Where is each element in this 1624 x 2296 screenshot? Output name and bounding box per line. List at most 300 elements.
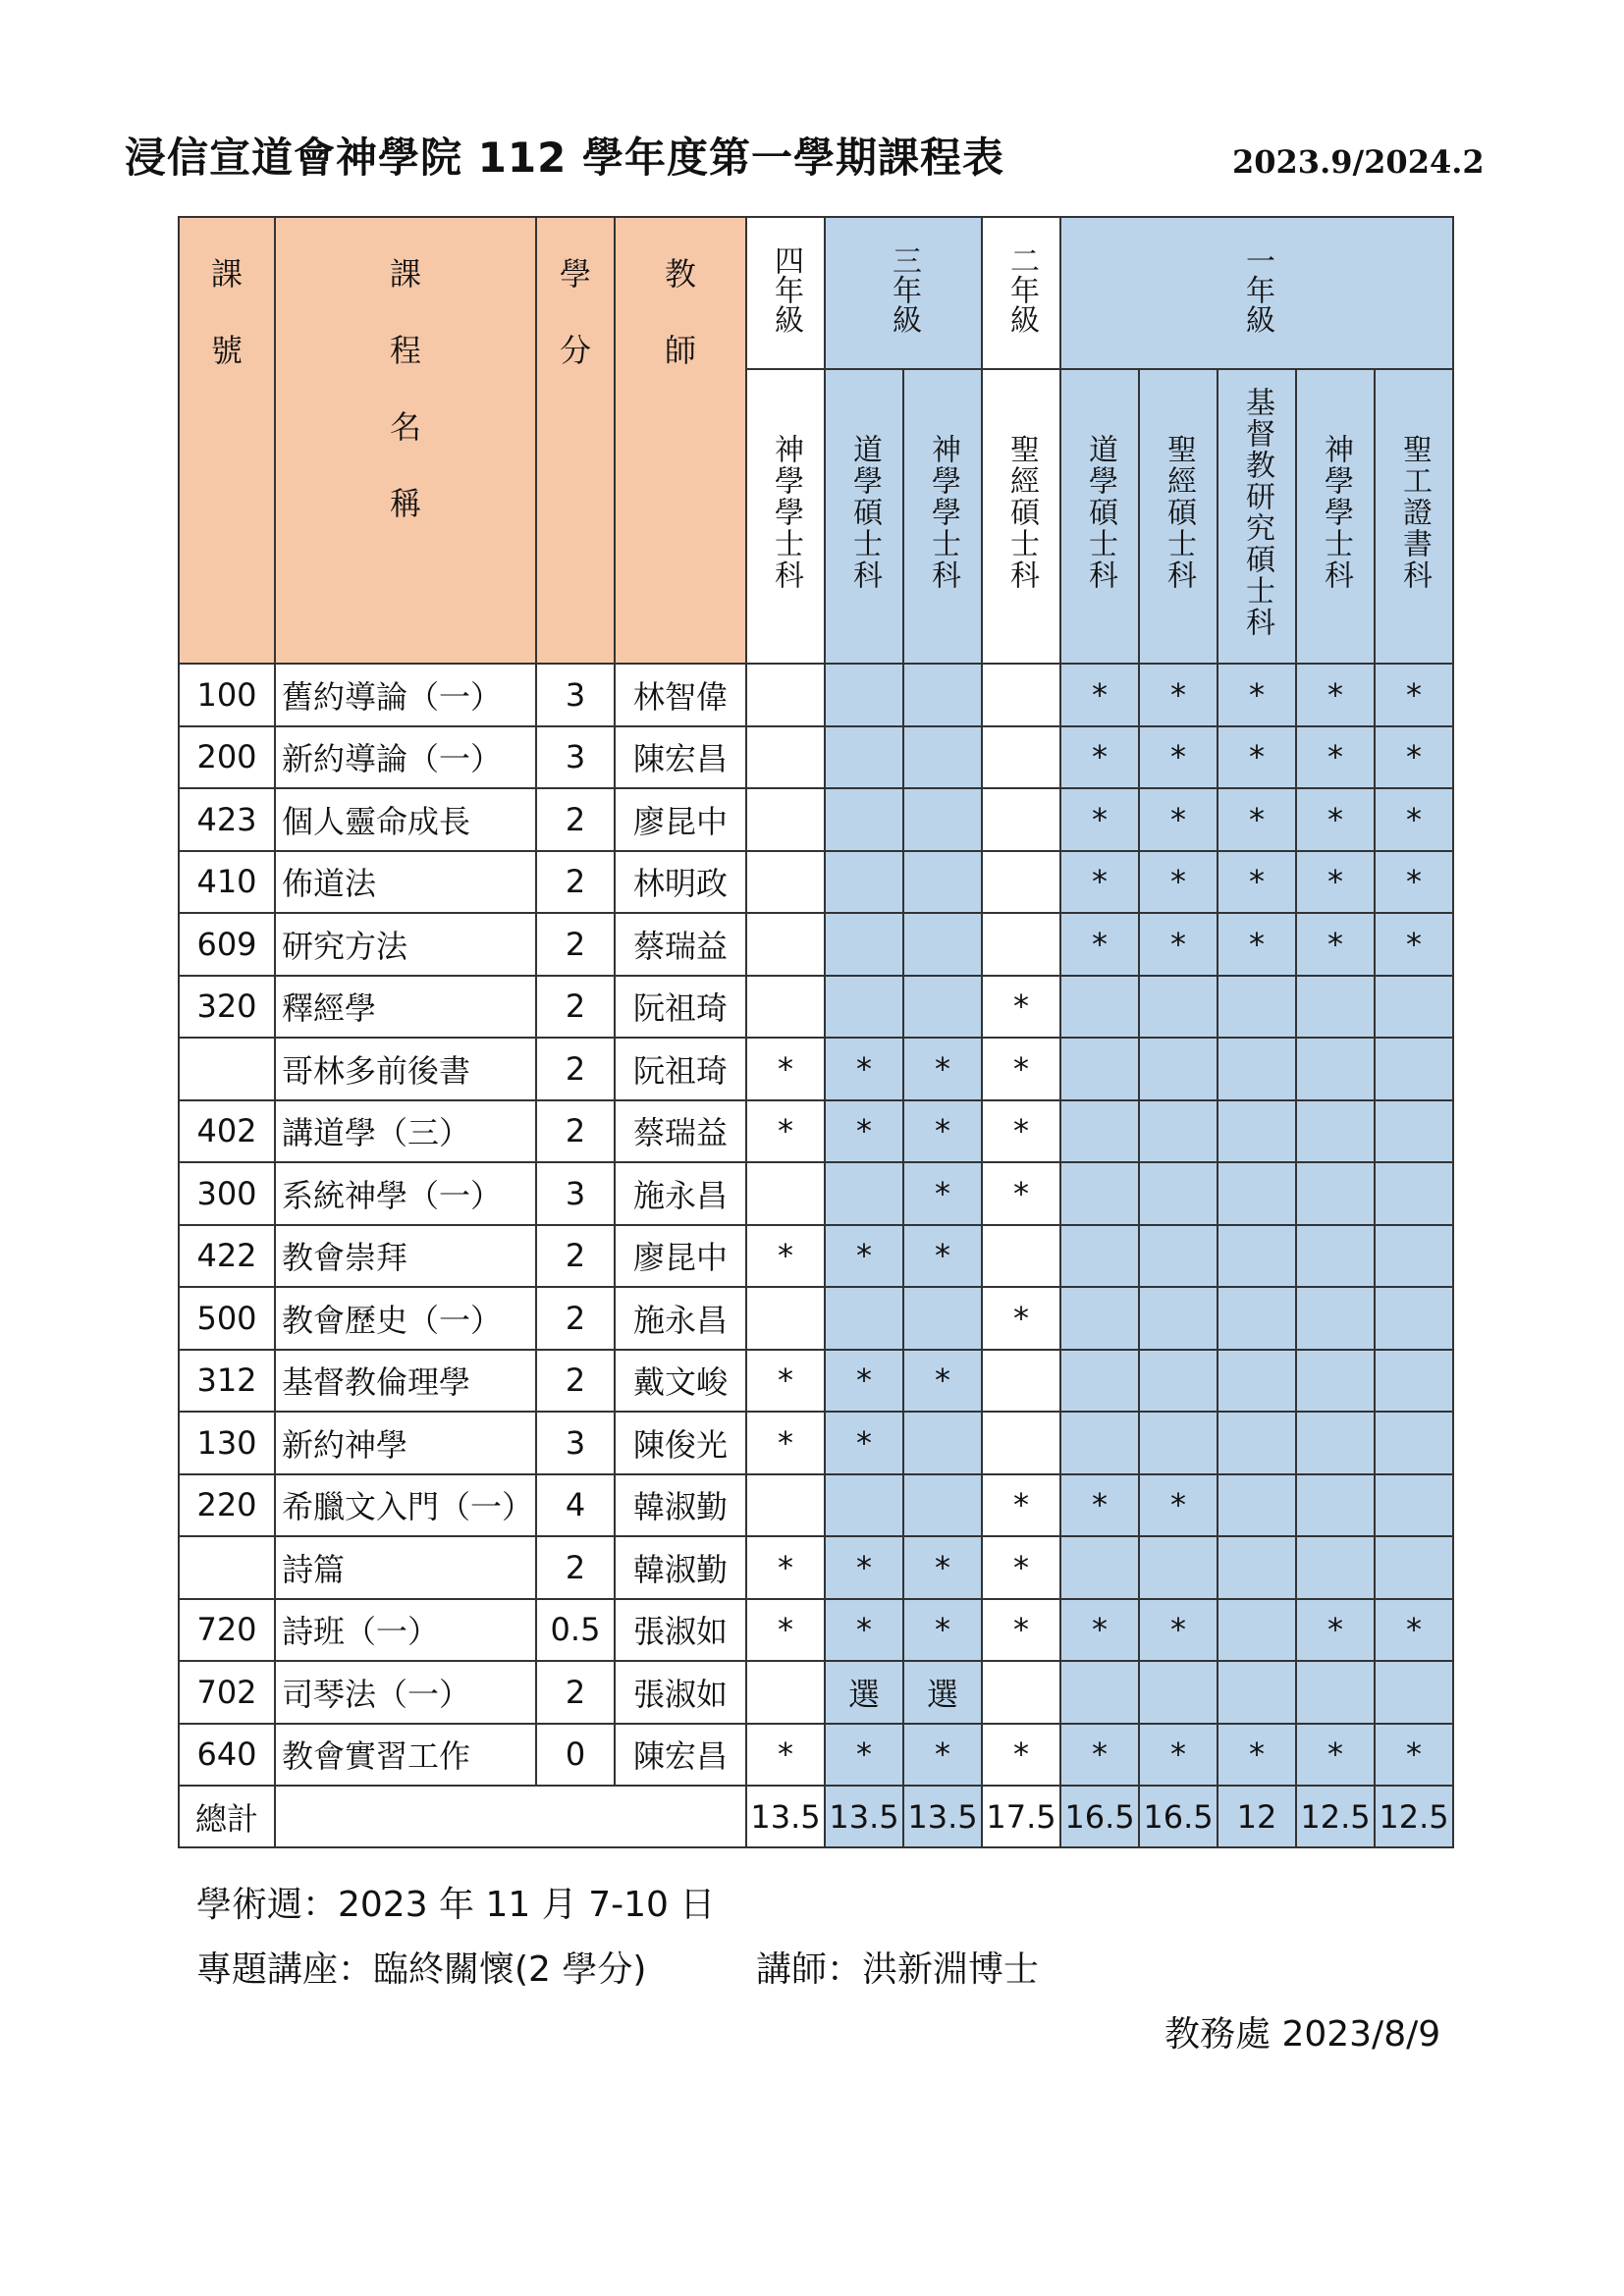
program-mark: [825, 851, 903, 914]
program-label: 神學學士科: [769, 434, 803, 591]
course-row: [179, 726, 1453, 789]
header-credits: [536, 217, 615, 664]
course-name: 教會實習工作: [275, 1724, 536, 1787]
course-name: 釋經學: [275, 976, 536, 1039]
program-mark: [903, 788, 982, 851]
program-mark: *: [1218, 726, 1296, 789]
program-mark: [1296, 1350, 1375, 1413]
course-teacher: 施永昌: [615, 1162, 746, 1225]
course-name: 基督教倫理學: [275, 1350, 536, 1413]
program-mark: *: [903, 1100, 982, 1163]
program-mark: *: [746, 1225, 825, 1288]
header-course-name-char: 稱: [389, 485, 421, 522]
course-credits: 2: [536, 913, 615, 976]
course-teacher: 韓淑勤: [615, 1474, 746, 1537]
program-mark: *: [1060, 664, 1139, 726]
program-mark: [1060, 1661, 1139, 1724]
program-mark: [1375, 1162, 1453, 1225]
program-mark: [982, 726, 1060, 789]
course-teacher: 戴文峻: [615, 1350, 746, 1413]
program-mark: *: [1139, 1724, 1218, 1787]
course-teacher: 廖昆中: [615, 788, 746, 851]
course-credits: 2: [536, 1287, 615, 1350]
program-mark: [982, 1225, 1060, 1288]
program-mark: *: [1375, 913, 1453, 976]
course-credits: 2: [536, 1100, 615, 1163]
course-credits: 2: [536, 976, 615, 1039]
program-mark: [1375, 1100, 1453, 1163]
program-mark: [1139, 1162, 1218, 1225]
header-credits-char: 學: [559, 255, 591, 293]
academic-week-note: 學術週：2023 年 11 月 7-10 日: [196, 1885, 716, 1925]
program-mark: [903, 1474, 982, 1537]
program-mark: [1139, 1536, 1218, 1599]
header-course-no: [179, 217, 275, 664]
program-mark: [1218, 1162, 1296, 1225]
header-course-name-char: 程: [389, 332, 421, 369]
program-mark: [1375, 1038, 1453, 1100]
program-mark: *: [982, 1474, 1060, 1537]
course-name: 新約導論（一）: [275, 726, 536, 789]
program-mark: [982, 1661, 1060, 1724]
program-mark: [1218, 1412, 1296, 1474]
program-mark: [1060, 976, 1139, 1039]
totals-label: 總計: [179, 1786, 275, 1847]
program-mark: [1296, 1661, 1375, 1724]
course-code: 500: [179, 1287, 275, 1350]
program-mark: *: [1060, 913, 1139, 976]
program-mark: *: [746, 1724, 825, 1787]
program-mark: [982, 1412, 1060, 1474]
program-mark: *: [1375, 851, 1453, 914]
program-mark: *: [982, 1038, 1060, 1100]
program-mark: *: [746, 1100, 825, 1163]
program-mark: [825, 1474, 903, 1537]
program-mark: *: [1139, 664, 1218, 726]
course-row: [179, 788, 1453, 851]
course-credits: 2: [536, 788, 615, 851]
total-value: 12.5: [1375, 1786, 1453, 1847]
program-label: 聖工證書科: [1397, 434, 1432, 591]
program-mark: [1218, 1536, 1296, 1599]
total-value: 16.5: [1060, 1786, 1139, 1847]
course-code: 609: [179, 913, 275, 976]
course-teacher: 林智偉: [615, 664, 746, 726]
program-mark: [825, 1162, 903, 1225]
program-mark: *: [1218, 1724, 1296, 1787]
course-teacher: 蔡瑞益: [615, 913, 746, 976]
course-teacher: 張淑如: [615, 1661, 746, 1724]
program-mark: [903, 913, 982, 976]
course-teacher: 廖昆中: [615, 1225, 746, 1288]
program-mark: [1296, 1412, 1375, 1474]
program-mark: [1375, 976, 1453, 1039]
total-value: 13.5: [903, 1786, 982, 1847]
course-row: [179, 976, 1453, 1039]
program-mark: *: [1060, 1474, 1139, 1537]
program-mark: *: [1060, 1599, 1139, 1662]
program-mark: *: [1060, 788, 1139, 851]
program-mark: [1139, 976, 1218, 1039]
course-row: [179, 1599, 1453, 1662]
program-mark: [1375, 1350, 1453, 1413]
program-mark: [1375, 1661, 1453, 1724]
program-mark: *: [982, 1162, 1060, 1225]
program-mark: [1218, 1350, 1296, 1413]
course-credits: 2: [536, 1038, 615, 1100]
course-row: [179, 1661, 1453, 1724]
program-mark: *: [1375, 1599, 1453, 1662]
header-teacher: [615, 217, 746, 664]
course-name: 新約神學: [275, 1412, 536, 1474]
program-mark: *: [746, 1599, 825, 1662]
program-mark: *: [982, 1724, 1060, 1787]
program-mark: [1060, 1038, 1139, 1100]
course-teacher: 陳俊光: [615, 1412, 746, 1474]
course-code: [179, 1038, 275, 1100]
program-mark: [903, 664, 982, 726]
program-mark: *: [1375, 726, 1453, 789]
program-mark: *: [1375, 1724, 1453, 1787]
course-code: 320: [179, 976, 275, 1039]
header-course-name-char: 名: [389, 408, 421, 446]
course-credits: 2: [536, 1350, 615, 1413]
course-code: 410: [179, 851, 275, 914]
course-code: 422: [179, 1225, 275, 1288]
program-mark: [746, 851, 825, 914]
program-mark: *: [1296, 1724, 1375, 1787]
program-mark: [1139, 1287, 1218, 1350]
program-header: [1218, 369, 1296, 664]
course-code: 200: [179, 726, 275, 789]
program-mark: [746, 726, 825, 789]
program-mark: *: [746, 1038, 825, 1100]
program-mark: [746, 1661, 825, 1724]
total-value: 13.5: [746, 1786, 825, 1847]
course-name: 哥林多前後書: [275, 1038, 536, 1100]
program-mark: *: [1218, 788, 1296, 851]
program-mark: [1139, 1412, 1218, 1474]
program-mark: [1060, 1100, 1139, 1163]
program-mark: [1060, 1412, 1139, 1474]
program-mark: [746, 976, 825, 1039]
course-teacher: 張淑如: [615, 1599, 746, 1662]
course-teacher: 阮祖琦: [615, 1038, 746, 1100]
program-mark: [746, 664, 825, 726]
program-mark: [903, 851, 982, 914]
program-mark: *: [746, 1350, 825, 1413]
course-row: [179, 1474, 1453, 1537]
program-label: 聖經碩士科: [1004, 434, 1039, 591]
program-mark: [1218, 1100, 1296, 1163]
program-mark: [903, 726, 982, 789]
program-header: [1139, 369, 1218, 664]
program-mark: [1375, 1474, 1453, 1537]
header-course-no-char: 號: [210, 332, 243, 369]
program-mark: *: [1139, 851, 1218, 914]
lecturer-note: 講師：洪新淵博士: [756, 1949, 1040, 1990]
program-label: 聖經碩士科: [1162, 434, 1196, 591]
program-mark: *: [825, 1536, 903, 1599]
program-mark: [1139, 1661, 1218, 1724]
grade-label: 一年級: [1240, 244, 1274, 334]
course-teacher: 韓淑勤: [615, 1536, 746, 1599]
program-mark: [1060, 1350, 1139, 1413]
program-mark: *: [1218, 664, 1296, 726]
program-mark: *: [1139, 788, 1218, 851]
program-mark: *: [1296, 1599, 1375, 1662]
course-name: 個人靈命成長: [275, 788, 536, 851]
program-mark: [1218, 1287, 1296, 1350]
program-mark: [1060, 1162, 1139, 1225]
program-mark: [746, 1474, 825, 1537]
course-name: 舊約導論（一）: [275, 664, 536, 726]
course-code: 220: [179, 1474, 275, 1537]
program-mark: *: [982, 1536, 1060, 1599]
program-mark: *: [982, 1599, 1060, 1662]
program-mark: [982, 913, 1060, 976]
course-row: [179, 1038, 1453, 1100]
program-mark: *: [825, 1100, 903, 1163]
program-mark: *: [825, 1225, 903, 1288]
program-mark: [1296, 1100, 1375, 1163]
course-row: [179, 1724, 1453, 1787]
program-mark: *: [1139, 913, 1218, 976]
program-mark: [1296, 1474, 1375, 1537]
program-mark: *: [1218, 851, 1296, 914]
program-mark: *: [1139, 1474, 1218, 1537]
course-credits: 2: [536, 851, 615, 914]
program-mark: [1296, 1162, 1375, 1225]
course-row: [179, 913, 1453, 976]
program-mark: *: [746, 1536, 825, 1599]
program-mark: [903, 976, 982, 1039]
program-mark: *: [903, 1225, 982, 1288]
program-mark: 選: [903, 1661, 982, 1724]
program-mark: [1218, 1661, 1296, 1724]
grade-header-4: [746, 217, 825, 369]
header-course-no-char: 課: [210, 255, 243, 293]
program-mark: 選: [825, 1661, 903, 1724]
page-title: 浸信宣道會神學院 112 學年度第一學期課程表: [125, 133, 1004, 182]
program-mark: [1375, 1287, 1453, 1350]
course-code: 640: [179, 1724, 275, 1787]
program-mark: *: [1296, 664, 1375, 726]
program-header: [1296, 369, 1375, 664]
course-row: [179, 1162, 1453, 1225]
course-name: 司琴法（一）: [275, 1661, 536, 1724]
course-credits: 2: [536, 1661, 615, 1724]
course-code: 423: [179, 788, 275, 851]
header-course-name-char: 課: [389, 255, 421, 293]
program-mark: *: [1296, 726, 1375, 789]
program-mark: *: [825, 1724, 903, 1787]
program-mark: [825, 976, 903, 1039]
course-name: 研究方法: [275, 913, 536, 976]
course-row: [179, 1287, 1453, 1350]
course-code: 720: [179, 1599, 275, 1662]
program-mark: *: [982, 976, 1060, 1039]
course-code: 702: [179, 1661, 275, 1724]
total-value: 16.5: [1139, 1786, 1218, 1847]
course-teacher: 林明政: [615, 851, 746, 914]
program-label: 神學學士科: [926, 434, 960, 591]
date-range: 2023.9/2024.2: [1232, 143, 1485, 181]
program-mark: [1375, 1225, 1453, 1288]
course-row: [179, 1536, 1453, 1599]
program-header: [746, 369, 825, 664]
program-mark: *: [1060, 1724, 1139, 1787]
program-header: [903, 369, 982, 664]
program-mark: [746, 913, 825, 976]
office-date: 教務處 2023/8/9: [1164, 2014, 1441, 2055]
course-code: 300: [179, 1162, 275, 1225]
course-name: 教會歷史（一）: [275, 1287, 536, 1350]
course-name: 希臘文入門（一）: [275, 1474, 536, 1537]
program-mark: [1060, 1225, 1139, 1288]
program-mark: [982, 788, 1060, 851]
header-credits-char: 分: [559, 332, 591, 369]
grade-label: 三年級: [887, 244, 921, 334]
program-mark: [1218, 1225, 1296, 1288]
program-mark: *: [1139, 1599, 1218, 1662]
course-credits: 0.5: [536, 1599, 615, 1662]
program-header: [825, 369, 903, 664]
course-credits: 3: [536, 664, 615, 726]
course-row: [179, 1412, 1453, 1474]
course-row: [179, 851, 1453, 914]
course-schedule-table: [178, 216, 1454, 1848]
program-mark: [825, 664, 903, 726]
course-name: 詩篇: [275, 1536, 536, 1599]
program-label: 基督教研究碩士科: [1240, 387, 1274, 638]
program-mark: [825, 726, 903, 789]
program-mark: *: [1218, 913, 1296, 976]
grade-label: 二年級: [1004, 244, 1039, 334]
total-value: 12.5: [1296, 1786, 1375, 1847]
program-mark: [1139, 1100, 1218, 1163]
course-teacher: 陳宏昌: [615, 1724, 746, 1787]
program-mark: [1296, 1038, 1375, 1100]
program-mark: [1218, 1474, 1296, 1537]
course-row: [179, 1225, 1453, 1288]
program-mark: [746, 1162, 825, 1225]
course-credits: 3: [536, 1162, 615, 1225]
program-mark: [1375, 1536, 1453, 1599]
program-mark: *: [903, 1599, 982, 1662]
program-mark: [1218, 1038, 1296, 1100]
program-header: [1060, 369, 1139, 664]
program-mark: *: [1375, 664, 1453, 726]
course-teacher: 陳宏昌: [615, 726, 746, 789]
header-teacher-char: 師: [664, 332, 696, 369]
program-mark: [746, 1287, 825, 1350]
grade-label: 四年級: [769, 244, 803, 334]
program-header: [1375, 369, 1453, 664]
course-code: [179, 1536, 275, 1599]
program-mark: *: [1139, 726, 1218, 789]
program-mark: [1218, 1599, 1296, 1662]
program-mark: [903, 1412, 982, 1474]
program-mark: [982, 1350, 1060, 1413]
course-row: [179, 664, 1453, 726]
grade-header-1: [1060, 217, 1453, 369]
totals-row: [179, 1786, 1453, 1847]
program-mark: [1296, 976, 1375, 1039]
total-value: 13.5: [825, 1786, 903, 1847]
header-teacher-char: 教: [664, 255, 696, 293]
program-mark: *: [982, 1100, 1060, 1163]
course-row: [179, 1350, 1453, 1413]
program-mark: [1139, 1350, 1218, 1413]
program-mark: *: [1060, 851, 1139, 914]
program-mark: *: [903, 1536, 982, 1599]
program-mark: [1139, 1225, 1218, 1288]
program-mark: [825, 1287, 903, 1350]
grade-header-3: [825, 217, 982, 369]
program-mark: *: [825, 1412, 903, 1474]
program-mark: [1296, 1225, 1375, 1288]
course-credits: 2: [536, 1536, 615, 1599]
program-mark: [982, 664, 1060, 726]
course-credits: 4: [536, 1474, 615, 1537]
program-mark: [1139, 1038, 1218, 1100]
program-mark: *: [1060, 726, 1139, 789]
course-row: [179, 1100, 1453, 1163]
program-mark: *: [903, 1350, 982, 1413]
program-mark: *: [746, 1412, 825, 1474]
totals-blank: [275, 1786, 746, 1847]
course-name: 講道學（三）: [275, 1100, 536, 1163]
course-name: 佈道法: [275, 851, 536, 914]
program-mark: *: [982, 1287, 1060, 1350]
program-mark: [903, 1287, 982, 1350]
course-rows: [179, 664, 1453, 1786]
course-name: 詩班（一）: [275, 1599, 536, 1662]
program-label: 神學學士科: [1319, 434, 1353, 591]
course-code: 100: [179, 664, 275, 726]
program-mark: [982, 851, 1060, 914]
course-name: 系統神學（一）: [275, 1162, 536, 1225]
program-mark: [746, 788, 825, 851]
program-mark: [1060, 1287, 1139, 1350]
program-mark: [1218, 976, 1296, 1039]
course-code: 402: [179, 1100, 275, 1163]
total-value: 12: [1218, 1786, 1296, 1847]
program-mark: [825, 788, 903, 851]
program-mark: [1296, 1287, 1375, 1350]
program-mark: [1060, 1536, 1139, 1599]
course-name: 教會崇拜: [275, 1225, 536, 1288]
special-lecture-note: 專題講座：臨終關懷(2 學分): [196, 1949, 647, 1990]
program-mark: *: [825, 1350, 903, 1413]
course-credits: 0: [536, 1724, 615, 1787]
course-credits: 3: [536, 1412, 615, 1474]
program-label: 道學碩士科: [847, 434, 882, 591]
header-course-name: [275, 217, 536, 664]
course-teacher: 施永昌: [615, 1287, 746, 1350]
program-mark: [1375, 1412, 1453, 1474]
program-mark: *: [1296, 788, 1375, 851]
course-credits: 2: [536, 1225, 615, 1288]
program-mark: *: [903, 1038, 982, 1100]
program-mark: [825, 913, 903, 976]
program-mark: *: [1296, 913, 1375, 976]
course-teacher: 蔡瑞益: [615, 1100, 746, 1163]
program-mark: *: [903, 1162, 982, 1225]
grade-header-2: [982, 217, 1060, 369]
program-mark: *: [825, 1599, 903, 1662]
